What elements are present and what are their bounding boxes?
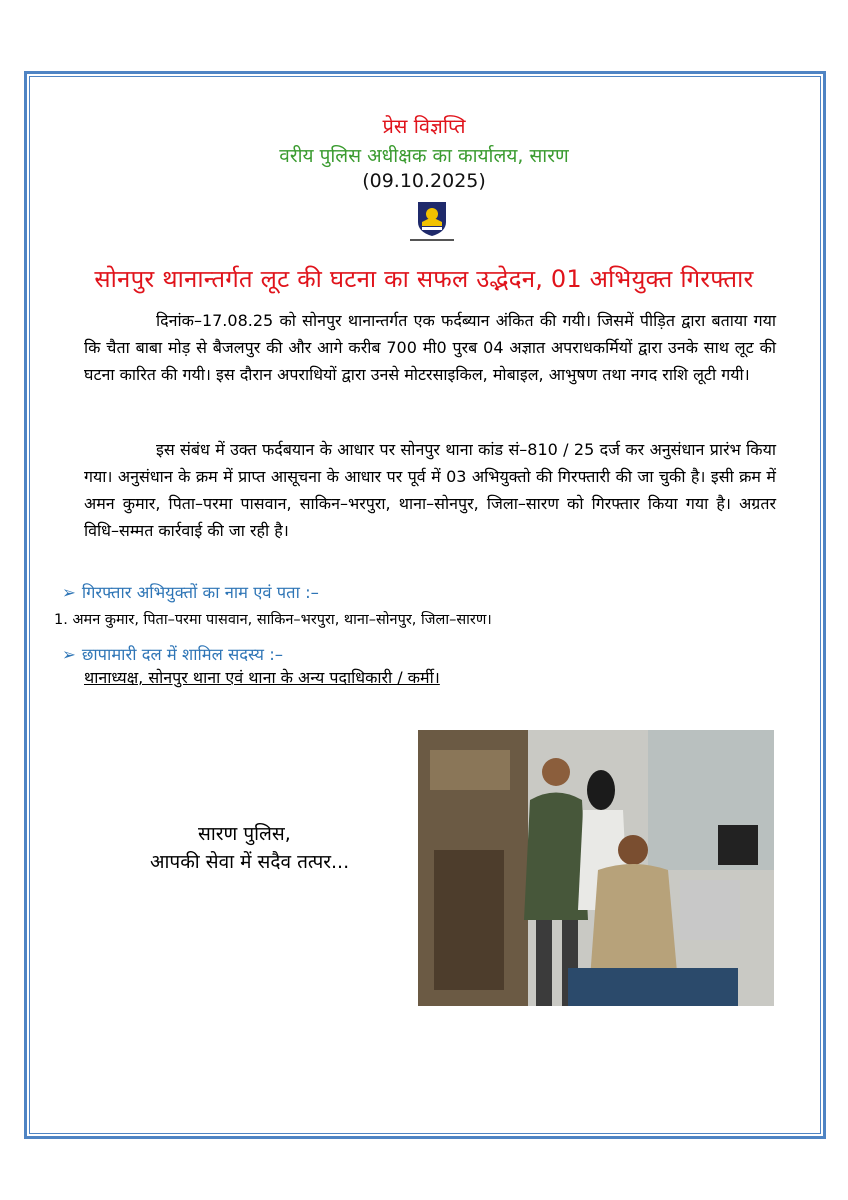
body-paragraph-1: दिनांक–17.08.25 को सोनपुर थानान्तर्गत एक फर्दब्यान अंकित की गयी। जिसमें पीड़ित द्वारा बताया गया कि चैता बाबा मोड़ से बैजलपुर की और आगे करीब 700 मी0 पुरब 04 अज्ञात अपराधकर्मियों द्वारा उनके साथ लूट की घटना कारित की गयी। इस दौरान अपराधियों द्वारा उनसे मोटरसाइकिल, मोबाइल, आभुषण तथा नगद राशि लूटी गयी। [84, 311, 776, 384]
arrow-right-icon: ➢ [62, 583, 76, 602]
body-paragraph-2: इस संबंध में उक्त फर्दबयान के आधार पर सोनपुर थाना कांड सं–810 / 25 दर्ज कर अनुसंधान प्रारंभ किया गया। अनुसंधान के क्रम में प्राप्त आसूचना के आधार पर पूर्व में 03 अभियुक्तो की गिरफ्तारी की जा चुकी है। इसी क्रम में अमन कुमार, पिता–परमा पासवान, साकिन–भरपुरा, थाना–सोनपुर, जिला–सारण को गिरफ्तार किया गया है। अग्रतर विधि–सम्मत कार्रवाई की जा रही है। [84, 440, 776, 540]
arrested-heading-text: गिरफ्तार अभियुक्तों का नाम एवं पता :– [81, 583, 319, 602]
arrow-right-icon: ➢ [62, 645, 76, 664]
press-release-title: प्रेस विज्ञप्ति [382, 114, 466, 138]
bihar-police-logo [408, 200, 456, 244]
arrest-photo [418, 730, 774, 1006]
arrested-list-item: 1. अमन कुमार, पिता–परमा पासवान, साकिन–भरपुरा, थाना–सोनपुर, जिला–सारण। [54, 612, 492, 628]
office-name: वरीय पुलिस अधीक्षक का कार्यालय, सारण [279, 145, 569, 167]
slogan-line-2: आपकी सेवा में सदैव तत्पर... [150, 851, 350, 873]
arrested-section-heading [62, 580, 319, 603]
slogan-line-1: सारण पुलिस, [198, 823, 291, 845]
raid-team-members: थानाध्यक्ष, सोनपुर थाना एवं थाना के अन्य पदाधिकारी / कर्मी। [84, 668, 440, 687]
raid-team-section-heading [62, 642, 283, 665]
raid-team-heading-text: छापामारी दल में शामिल सदस्य :– [81, 645, 284, 664]
release-date: (09.10.2025) [362, 170, 486, 192]
headline: सोनपुर थानान्तर्गत लूट की घटना का सफल उद्भेदन, 01 अभियुक्त गिरफ्तार [94, 265, 754, 293]
